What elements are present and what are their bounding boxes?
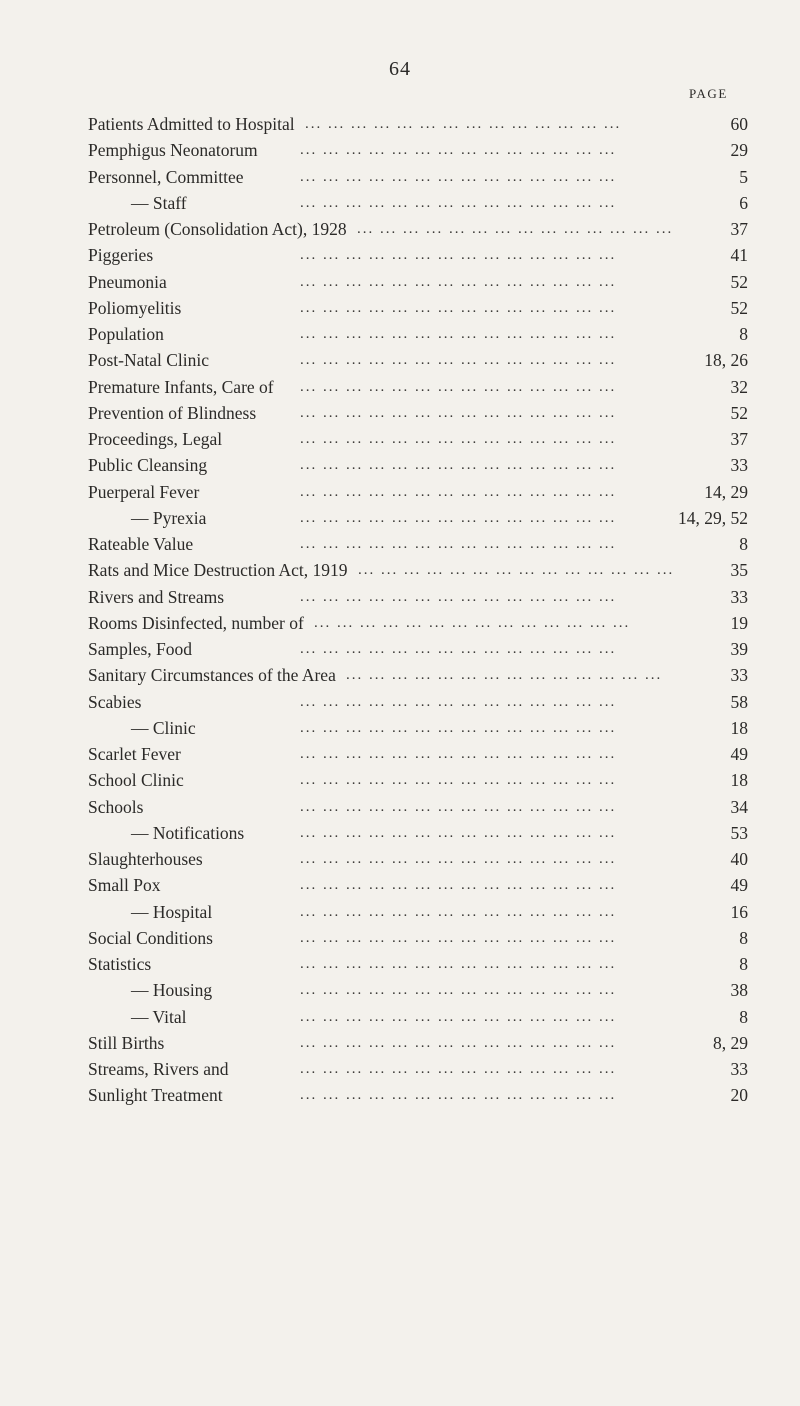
- leader-dots: ... ... ... ... ... ... ... ... ... ... ... ... ... ...: [300, 483, 617, 500]
- index-term: Population: [88, 324, 164, 344]
- page-reference: 18: [730, 717, 748, 738]
- index-entry: [0, 689, 800, 715]
- page-reference: 8: [739, 927, 748, 948]
- leader-dots: ... ... ... ... ... ... ... ... ... ... ... ... ... ...: [300, 352, 617, 369]
- page-reference: 18, 26: [704, 350, 748, 371]
- page-reference: 53: [730, 822, 748, 843]
- index-entry: [0, 1056, 800, 1082]
- page-reference: 32: [730, 376, 748, 397]
- page-reference: 16: [730, 901, 748, 922]
- index-term: School Clinic: [88, 770, 184, 791]
- index-term: — Pyrexia: [131, 507, 207, 528]
- leader-dots: ... ... ... ... ... ... ... ... ... ... ... ... ... ...: [300, 772, 617, 789]
- page-reference: 37: [730, 429, 748, 449]
- index-entry: [0, 584, 800, 610]
- page-reference: 6: [739, 192, 748, 213]
- index-term: Samples, Food: [88, 639, 193, 659]
- page-reference: 35: [730, 560, 748, 581]
- index-entry: [0, 111, 800, 137]
- leader-dots: ... ... ... ... ... ... ... ... ... ... ... ... ... ...: [300, 1087, 617, 1104]
- index-entry: [0, 951, 800, 977]
- index-term: Small Pox: [88, 875, 161, 896]
- index-term: Rateable Value: [88, 534, 194, 554]
- leader-dots: ... ... ... ... ... ... ... ... ... ... ... ... ... ...: [300, 588, 617, 605]
- index-term: — Notifications: [131, 822, 245, 843]
- index-entry: [0, 479, 800, 505]
- leader-dots: ... ... ... ... ... ... ... ... ... ... ... ... ... ...: [300, 903, 617, 920]
- page-reference: 41: [730, 245, 748, 266]
- leader-dots: ... ... ... ... ... ... ... ... ... ... ... ... ... ...: [300, 956, 617, 972]
- leader-dots: ... ... ... ... ... ... ... ... ... ... ... ... ... ...: [300, 247, 617, 264]
- leader-dots: ... ... ... ... ... ... ... ... ... ... ... ... ... ...: [300, 719, 617, 736]
- leader-dots: ... ... ... ... ... ... ... ... ... ... ... ... ... ...: [300, 1061, 617, 1077]
- leader-dots: ... ... ... ... ... ... ... ... ... ... ... ... ... ...: [300, 798, 617, 815]
- index-term: Poliomyelitis: [88, 297, 182, 318]
- page-reference: 8: [739, 954, 748, 974]
- leader-dots: ... ... ... ... ... ... ... ... ... ... ... ... ... ...: [314, 614, 631, 631]
- leader-dots: ... ... ... ... ... ... ... ... ... ... ... ... ... ...: [300, 746, 617, 762]
- leader-dots: ... ... ... ... ... ... ... ... ... ... ... ... ... ...: [300, 509, 617, 526]
- page-column-label: PAGE: [689, 86, 728, 101]
- leader-dots: ... ... ... ... ... ... ... ... ... ... ... ... ... ...: [300, 693, 617, 710]
- leader-dots: ... ... ... ... ... ... ... ... ... ... ... ... ... ...: [300, 851, 617, 867]
- index-entry: [0, 846, 800, 872]
- page-reference: 34: [730, 796, 748, 817]
- index-term: Streams, Rivers and: [88, 1059, 229, 1079]
- index-term: Piggeries: [88, 245, 154, 266]
- index-term: Social Conditions: [88, 927, 213, 948]
- page-reference: 52: [730, 402, 748, 423]
- index-entry: [0, 295, 800, 321]
- page-reference: 49: [730, 744, 748, 764]
- page-reference: 33: [730, 455, 748, 476]
- index-term: Proceedings, Legal: [88, 429, 223, 449]
- index-entry: [0, 321, 800, 347]
- page-reference: 20: [730, 1085, 748, 1106]
- page-reference: 8: [739, 324, 748, 344]
- leader-dots: ... ... ... ... ... ... ... ... ... ... ... ... ... ...: [300, 641, 617, 657]
- index-term: Still Births: [88, 1032, 165, 1053]
- leader-dots: ... ... ... ... ... ... ... ... ... ... ... ... ... ...: [300, 982, 617, 999]
- leader-dots: ... ... ... ... ... ... ... ... ... ... ... ... ... ...: [358, 562, 675, 579]
- leader-dots: ... ... ... ... ... ... ... ... ... ... ... ... ... ...: [300, 194, 617, 211]
- leader-dots: ... ... ... ... ... ... ... ... ... ... ... ... ... ...: [300, 431, 617, 447]
- page-reference: 39: [730, 639, 748, 659]
- page-reference: 19: [730, 612, 748, 633]
- leader-dots: ... ... ... ... ... ... ... ... ... ... ... ... ... ...: [300, 273, 617, 290]
- leader-dots: ... ... ... ... ... ... ... ... ... ... ... ... ... ...: [300, 1008, 617, 1025]
- index-term: Personnel, Committee: [88, 166, 244, 187]
- index-term: Prevention of Blindness: [88, 402, 257, 423]
- index-entry: [0, 636, 800, 662]
- index-term: Scarlet Fever: [88, 744, 181, 764]
- leader-dots: ... ... ... ... ... ... ... ... ... ... ... ... ... ...: [346, 667, 663, 684]
- index-entry: [0, 190, 800, 216]
- index-entry: [0, 715, 800, 741]
- index-entry: [0, 767, 800, 793]
- index-entry: [0, 505, 800, 531]
- index-entry: [0, 242, 800, 268]
- leader-dots: ... ... ... ... ... ... ... ... ... ... ... ... ... ...: [300, 1034, 617, 1051]
- index-term: Rooms Disinfected, number of: [88, 612, 304, 633]
- page-reference: 37: [730, 219, 748, 239]
- page-number: 64: [389, 58, 411, 80]
- leader-dots: ... ... ... ... ... ... ... ... ... ... ... ... ... ...: [300, 457, 617, 474]
- index-term: Rivers and Streams: [88, 586, 225, 607]
- index-term: Rats and Mice Destruction Act, 1919: [88, 560, 348, 581]
- index-entry: [0, 662, 800, 688]
- index-term: — Vital: [131, 1006, 187, 1027]
- index-entry: [0, 872, 800, 898]
- index-term: — Hospital: [131, 901, 213, 922]
- leader-dots: ... ... ... ... ... ... ... ... ... ... ... ... ... ...: [300, 404, 617, 421]
- page-reference: 14, 29, 52: [678, 507, 748, 528]
- leader-dots: ... ... ... ... ... ... ... ... ... ... ... ... ... ...: [300, 824, 617, 841]
- index-entry: [0, 925, 800, 951]
- index-term: Slaughterhouses: [88, 849, 203, 869]
- index-entry: [0, 426, 800, 452]
- index-term: Puerperal Fever: [88, 481, 200, 502]
- leader-dots: ... ... ... ... ... ... ... ... ... ... ... ... ... ...: [300, 168, 617, 185]
- index-term: Patients Admitted to Hospital: [88, 114, 295, 134]
- page-reference: 52: [730, 297, 748, 318]
- index-entry: [0, 557, 800, 583]
- leader-dots: ... ... ... ... ... ... ... ... ... ... ... ... ... ...: [300, 326, 617, 342]
- index-entry: [0, 741, 800, 767]
- page-reference: 8, 29: [713, 1032, 748, 1053]
- index-entry: [0, 164, 800, 190]
- index-term: Petroleum (Consolidation Act), 1928: [88, 219, 347, 239]
- index-entry: [0, 374, 800, 400]
- page-reference: 49: [730, 875, 748, 896]
- page-reference: 5: [739, 166, 748, 187]
- index-term: Sunlight Treatment: [88, 1085, 223, 1106]
- index-entry: [0, 1004, 800, 1030]
- page-reference: 29: [730, 140, 748, 161]
- index-entry: [0, 794, 800, 820]
- index-list: [0, 111, 800, 1109]
- leader-dots: ... ... ... ... ... ... ... ... ... ... ... ... ... ...: [300, 536, 617, 552]
- index-term: Pneumonia: [88, 271, 167, 292]
- page-reference: 8: [739, 1006, 748, 1027]
- page-reference: 8: [739, 534, 748, 554]
- index-term: Public Cleansing: [88, 455, 208, 476]
- page-reference: 38: [730, 980, 748, 1001]
- page-reference: 33: [730, 665, 748, 686]
- index-term: — Clinic: [131, 717, 196, 738]
- index-entry: [0, 610, 800, 636]
- page-reference: 33: [730, 586, 748, 607]
- index-entry: [0, 452, 800, 478]
- index-term: Premature Infants, Care of: [88, 376, 274, 397]
- index-term: Post-Natal Clinic: [88, 350, 210, 371]
- leader-dots: ... ... ... ... ... ... ... ... ... ... ... ... ... ...: [300, 299, 617, 316]
- index-term: Schools: [88, 796, 144, 817]
- index-entry: [0, 977, 800, 1003]
- index-term: — Staff: [131, 192, 187, 213]
- index-entry: [0, 400, 800, 426]
- index-entry: [0, 531, 800, 557]
- leader-dots: ... ... ... ... ... ... ... ... ... ... ... ... ... ...: [300, 142, 617, 159]
- index-term: Statistics: [88, 954, 152, 974]
- page-reference: 18: [730, 770, 748, 791]
- index-entry: [0, 820, 800, 846]
- index-entry: [0, 1030, 800, 1056]
- page-reference: 14, 29: [704, 481, 748, 502]
- index-entry: [0, 347, 800, 373]
- index-entry: [0, 216, 800, 242]
- leader-dots: ... ... ... ... ... ... ... ... ... ... ... ... ... ...: [357, 221, 674, 237]
- leader-dots: ... ... ... ... ... ... ... ... ... ... ... ... ... ...: [300, 877, 617, 894]
- page-reference: 58: [730, 691, 748, 712]
- index-entry: [0, 137, 800, 163]
- index-entry: [0, 899, 800, 925]
- page-reference: 52: [730, 271, 748, 292]
- leader-dots: ... ... ... ... ... ... ... ... ... ... ... ... ... ...: [300, 378, 617, 395]
- leader-dots: ... ... ... ... ... ... ... ... ... ... ... ... ... ...: [305, 116, 622, 132]
- index-entry: [0, 1082, 800, 1108]
- index-term: — Housing: [131, 980, 213, 1001]
- index-term: Scabies: [88, 691, 142, 712]
- index-entry: [0, 269, 800, 295]
- page-reference: 40: [730, 849, 748, 869]
- leader-dots: ... ... ... ... ... ... ... ... ... ... ... ... ... ...: [300, 929, 617, 946]
- page-reference: 60: [730, 114, 748, 134]
- index-term: Pemphigus Neonatorum: [88, 140, 258, 161]
- index-term: Sanitary Circumstances of the Area: [88, 665, 336, 686]
- page-reference: 33: [730, 1059, 748, 1079]
